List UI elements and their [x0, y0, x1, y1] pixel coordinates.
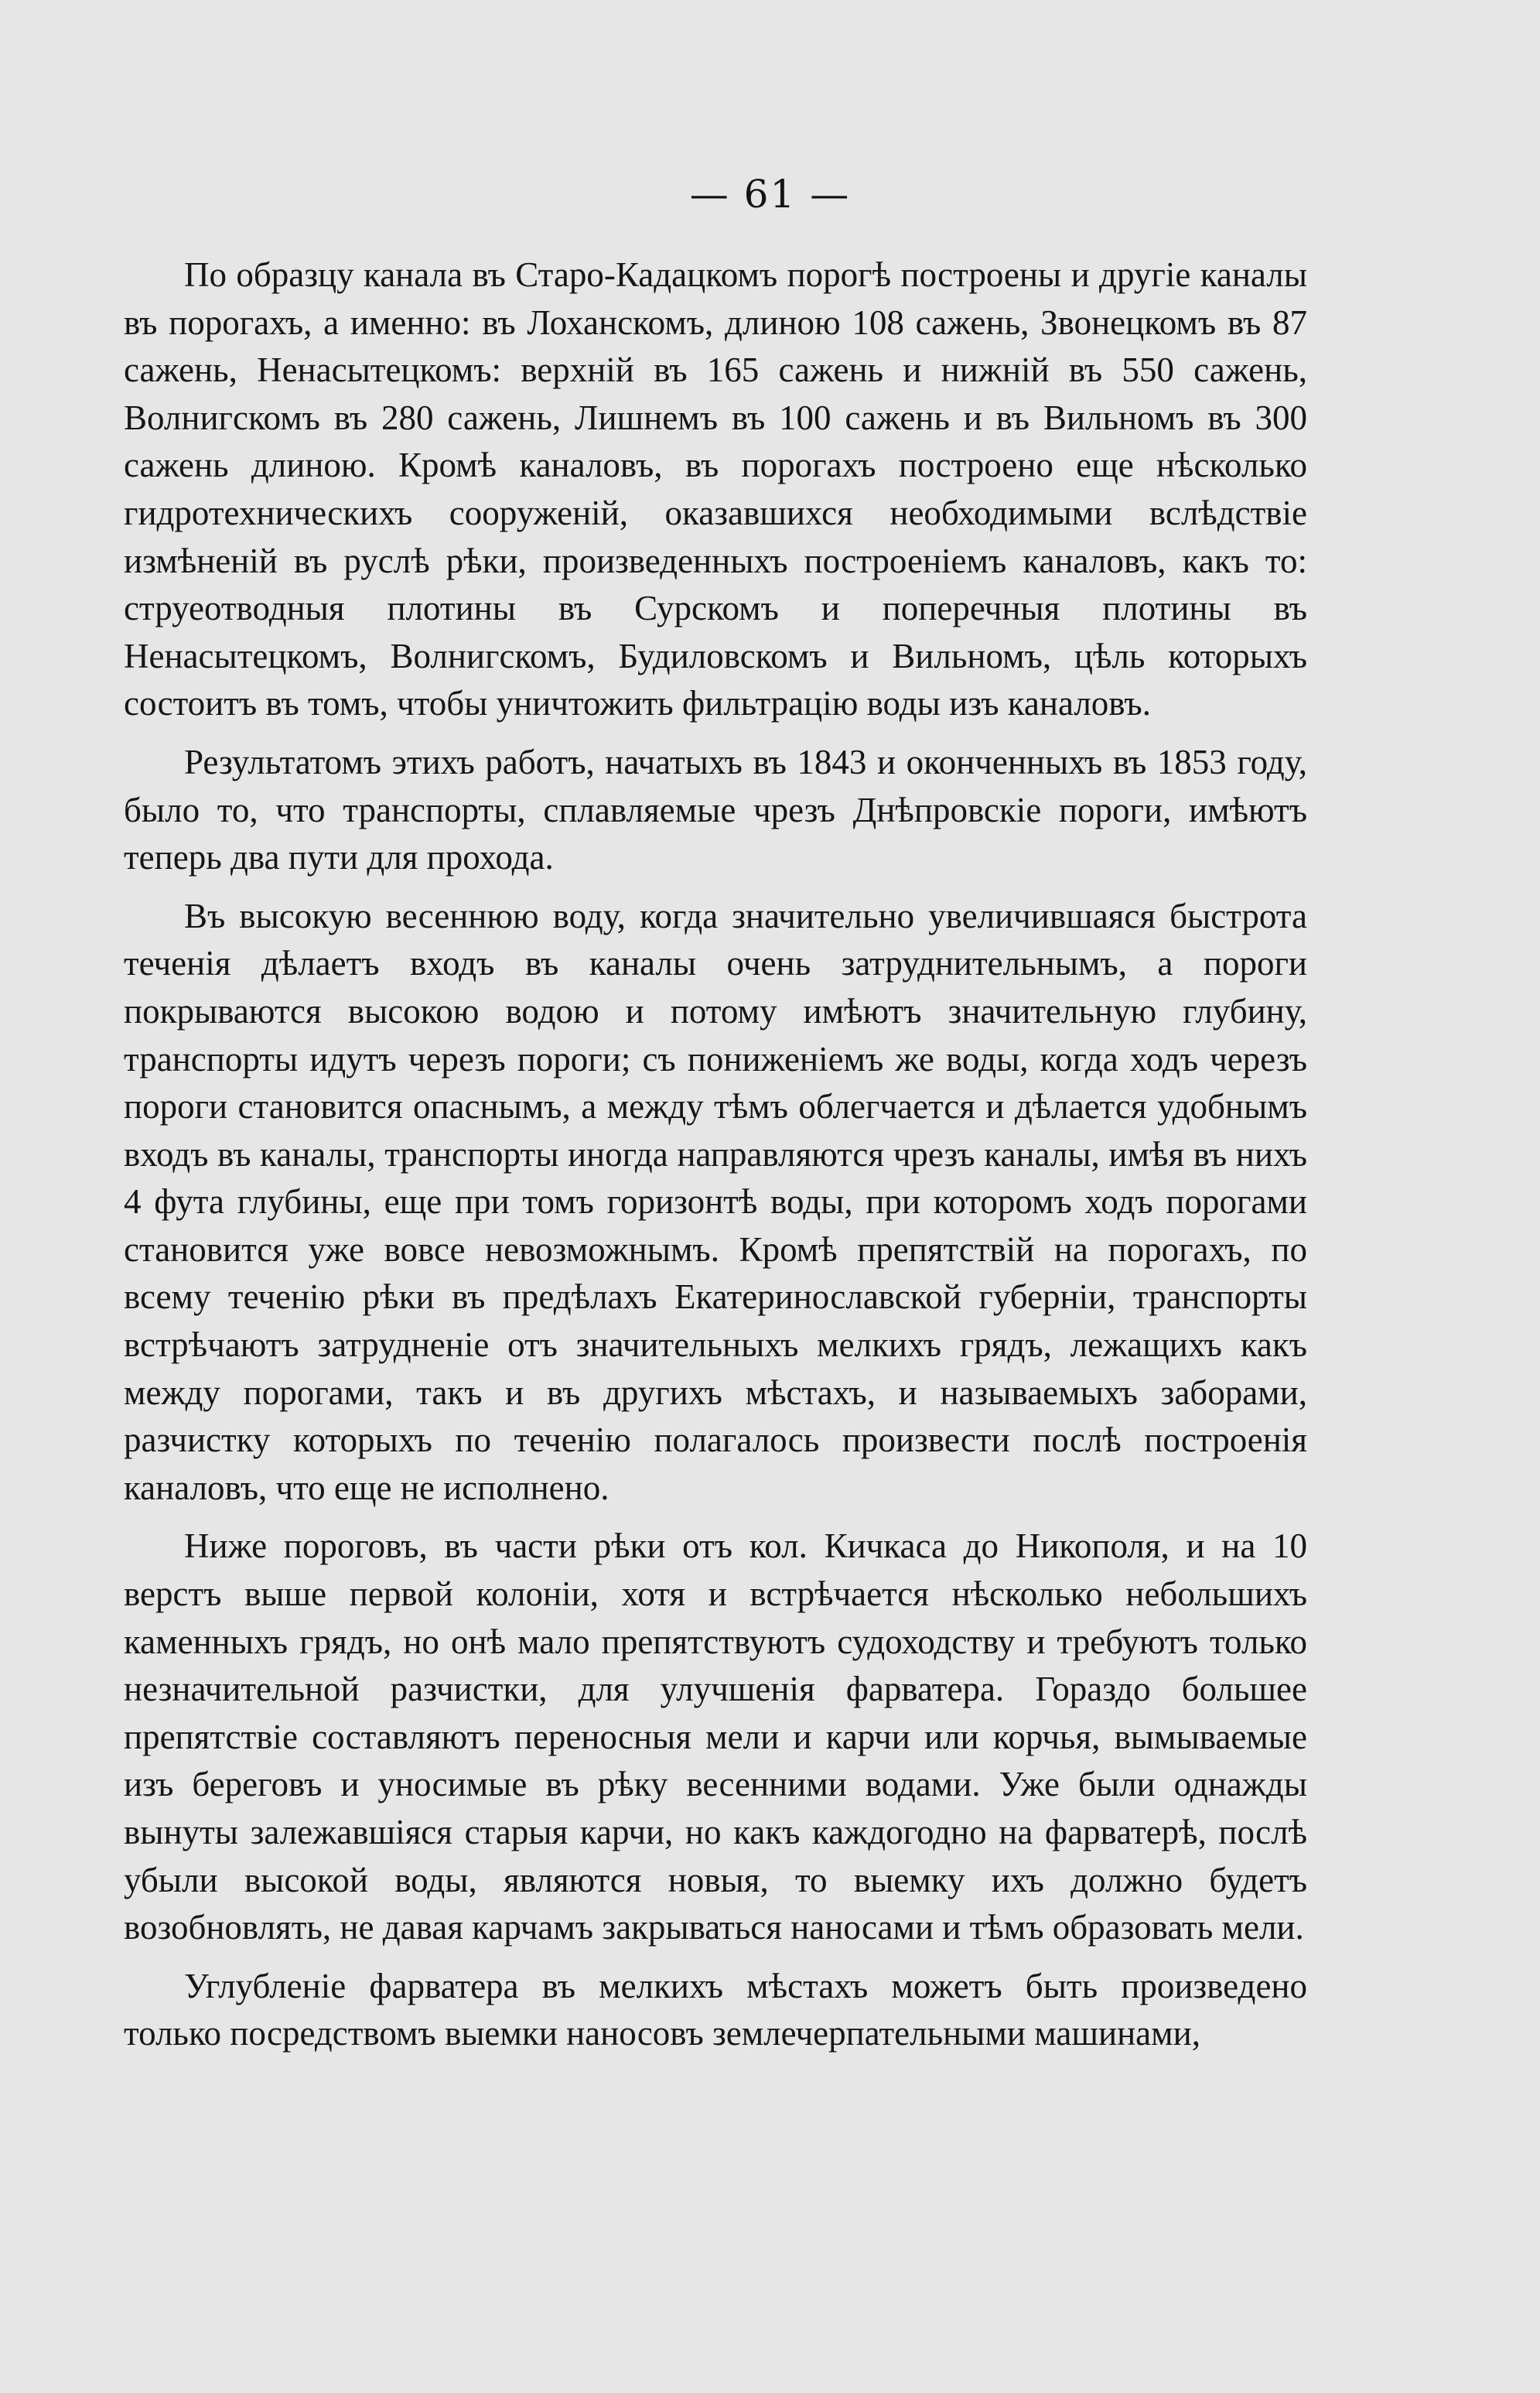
- paragraph: Въ высокую весеннюю воду, когда значительно увеличившаяся быстрота теченія дѣлаетъ входъ въ каналы очень затруднительнымъ, а пороги покрываются высокою водою и потому имѣютъ значительную глубину, транспорты идутъ черезъ пороги; съ пониженіемъ же воды, когда ходъ черезъ пороги становится опаснымъ, а между тѣмъ облегчается и дѣлается удобнымъ входъ въ каналы, транспорты иногда направляются чрезъ каналы, имѣя въ нихъ 4 фута глубины, еще при томъ горизонтѣ воды, при которомъ ходъ порогами становится уже вовсе невозможнымъ. Кромѣ препятствій на порогахъ, по всему теченію рѣки въ предѣлахъ Екатеринославской губерніи, транспорты встрѣчаютъ затрудненіе отъ значительныхъ мелкихъ грядъ, лежащихъ какъ между порогами, такъ и въ другихъ мѣстахъ, и называемыхъ заборами, разчистку которыхъ по теченію полагалось произвести послѣ построенія каналовъ, что еще не исполнено.: [124, 896, 1307, 1507]
- paragraph: Результатомъ этихъ работъ, начатыхъ въ 1843 и оконченныхъ въ 1853 году, было то, что транспорты, сплавляемые чрезъ Днѣпровскіе пороги, имѣютъ теперь два пути для прохода.: [124, 742, 1307, 877]
- body-text: [124, 251, 1307, 2058]
- page-number: — 61 —: [689, 172, 851, 217]
- paragraph: Углубленіе фарватера въ мелкихъ мѣстахъ можетъ быть произведено только посредствомъ выемки наносовъ землечерпательными машинами,: [124, 1966, 1307, 2053]
- paragraph: По образцу канала въ Старо-Кадацкомъ порогѣ построены и другіе каналы въ порогахъ, а именно: въ Лоханскомъ, длиною 108 сажень, Звонецкомъ въ 87 сажень, Ненасытецкомъ: верхній въ 165 сажень и нижній въ 550 сажень, Волнигскомъ въ 280 сажень, Лишнемъ въ 100 сажень и въ Вильномъ въ 300 сажень длиною. Кромѣ каналовъ, въ порогахъ построено еще нѣсколько гидротехническихъ сооруженій, оказавшихся необходимыми вслѣдствіе измѣненій въ руслѣ рѣки, произведенныхъ построеніемъ каналовъ, какъ то: струеотводныя плотины въ Сурскомъ и поперечныя плотины въ Ненасытецкомъ, Волнигскомъ, Будиловскомъ и Вильномъ, цѣль которыхъ состоитъ въ томъ, чтобы уничтожить фильтрацію воды изъ каналовъ.: [124, 255, 1307, 723]
- paragraph: Ниже пороговъ, въ части рѣки отъ кол. Кичкаса до Никополя, и на 10 верстъ выше первой колоніи, хотя и встрѣчается нѣсколько небольшихъ каменныхъ грядъ, но онѣ мало препятствуютъ судоходству и требуютъ только незначительной разчистки, для улучшенія фарватера. Гораздо большее препятствіе составляютъ переносныя мели и карчи или корчья, вымываемые изъ береговъ и уносимые въ рѣку весенними водами. Уже были однажды вынуты залежавшіяся старыя карчи, но какъ каждогодно на фарватерѣ, послѣ убыли высокой воды, являются новыя, то выемку ихъ должно будетъ возобновлять, не давая карчамъ закрываться наносами и тѣмъ образовать мели.: [124, 1526, 1307, 1947]
